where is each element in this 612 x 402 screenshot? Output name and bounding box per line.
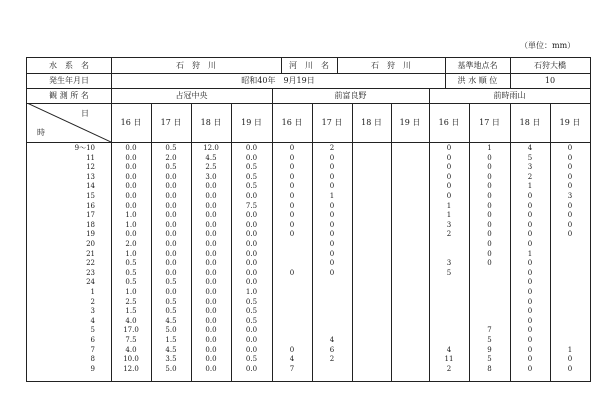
- header-row-date: [27, 73, 590, 89]
- hour-label: 7: [90, 345, 95, 354]
- data-cell: 3: [527, 163, 533, 172]
- day-header: 16 日: [438, 118, 460, 127]
- data-cell: 0: [329, 211, 335, 220]
- data-cell: 0: [567, 201, 573, 210]
- data-cell: 2.5: [205, 163, 217, 172]
- hour-label: 9～10: [74, 144, 95, 152]
- data-cell: 0: [329, 220, 335, 229]
- data-cell: 5.0: [165, 364, 177, 373]
- hour-label: 15: [86, 192, 95, 200]
- data-cell: 0.5: [125, 268, 137, 277]
- data-cell: 0: [527, 230, 533, 239]
- data-cell: 0: [329, 172, 335, 181]
- data-cell: 0.0: [245, 211, 258, 220]
- data-cell: 3.5: [165, 355, 177, 364]
- data-cell: 0: [487, 240, 492, 248]
- hour-label: 9: [90, 364, 95, 373]
- data-cell: 2: [446, 230, 452, 239]
- data-cell: 0.0: [205, 278, 217, 287]
- data-cell: 0.0: [205, 297, 217, 306]
- data-cell: 0: [289, 192, 295, 200]
- hour-label: 6: [90, 336, 95, 344]
- data-cell: 5: [446, 268, 452, 277]
- data-cell: 0: [487, 249, 492, 258]
- data-column: [272, 142, 312, 381]
- data-cell: 0: [487, 259, 492, 268]
- data-cell: 5: [487, 336, 492, 344]
- data-cell: 0: [527, 297, 533, 306]
- data-cell: 0: [527, 345, 533, 354]
- data-cell: 0: [527, 364, 533, 373]
- data-cell: 0: [329, 182, 335, 191]
- data-cell: 0.0: [205, 201, 217, 210]
- data-cell: 0: [289, 201, 295, 210]
- river-value: 石 狩 川: [371, 61, 411, 70]
- data-cell: 0.0: [205, 211, 217, 220]
- data-cell: 4.5: [205, 153, 217, 162]
- day-header: 18 日: [361, 118, 382, 127]
- data-cell: 0.0: [245, 336, 258, 344]
- data-cell: 0: [527, 355, 533, 364]
- data-cell: 0.0: [165, 211, 177, 220]
- data-cell: 0: [527, 211, 533, 220]
- hour-label: 23: [86, 268, 95, 277]
- data-cell: 0.0: [205, 240, 217, 248]
- data-cell: 0: [329, 259, 335, 268]
- data-cell: 0.0: [205, 249, 217, 258]
- data-cell: 0.0: [245, 220, 258, 229]
- data-body: [27, 142, 590, 381]
- day-header: 18 日: [200, 118, 222, 127]
- data-cell: 12.0: [203, 144, 219, 152]
- rainfall-table: [26, 57, 591, 382]
- data-cell: 1: [567, 345, 573, 354]
- data-cell: 1: [527, 249, 533, 258]
- data-cell: 0: [487, 163, 492, 172]
- corner-day-label: 日: [81, 109, 89, 118]
- hour-label: 19: [86, 230, 95, 239]
- data-cell: 0: [446, 144, 452, 152]
- data-cell: 0.5: [165, 297, 177, 306]
- data-cell: 0: [527, 316, 533, 325]
- data-cell: 5: [487, 355, 492, 364]
- data-cell: 0: [567, 182, 573, 191]
- hour-label: 8: [90, 355, 95, 364]
- data-cell: 9: [487, 345, 492, 354]
- data-cell: 0: [527, 259, 533, 268]
- label-river: 河 川 名: [289, 61, 329, 70]
- data-cell: 2.0: [125, 240, 137, 248]
- data-cell: 0.0: [165, 230, 177, 239]
- data-cell: 0.5: [125, 278, 137, 287]
- day-header: 17 日: [160, 118, 182, 127]
- data-cell: 0.0: [205, 230, 217, 239]
- data-cell: 0.5: [245, 182, 258, 191]
- data-cell: 0: [527, 268, 533, 277]
- hour-label: 18: [86, 220, 95, 229]
- data-cell: 0.0: [245, 364, 258, 373]
- data-column: [111, 142, 151, 381]
- data-cell: 0: [446, 153, 452, 162]
- river-system-value: 石 狩 川: [176, 61, 216, 70]
- data-cell: 0: [567, 355, 573, 364]
- data-cell: 1: [527, 182, 533, 191]
- data-cell: 0.0: [165, 192, 177, 200]
- data-cell: 0.5: [165, 278, 177, 287]
- data-cell: 7.5: [125, 336, 137, 344]
- day-header: 19 日: [399, 118, 421, 127]
- station-name: 前富良野: [334, 91, 367, 100]
- day-header: 19 日: [241, 118, 262, 127]
- data-cell: 0: [487, 220, 492, 229]
- header-row-stations: [27, 88, 590, 104]
- flood-level-value: 10: [544, 76, 556, 85]
- data-cell: 2.0: [165, 153, 177, 162]
- label-date: 発生年月日: [49, 76, 89, 85]
- data-cell: 0.0: [205, 268, 217, 277]
- data-column: [391, 142, 429, 381]
- data-cell: 0: [289, 182, 295, 191]
- data-cell: 3.0: [205, 172, 217, 181]
- data-cell: 0: [527, 201, 533, 210]
- data-cell: 0.5: [245, 297, 258, 306]
- data-cell: 0: [329, 240, 335, 248]
- data-cell: 0.0: [165, 240, 177, 248]
- data-cell: 0.0: [165, 259, 177, 268]
- data-cell: 0: [446, 182, 452, 191]
- data-cell: 0: [446, 163, 452, 172]
- data-cell: 0.0: [205, 182, 217, 191]
- data-cell: 0: [567, 172, 573, 181]
- hour-label: 3: [90, 307, 95, 316]
- data-cell: 0: [567, 153, 573, 162]
- data-column: [510, 142, 550, 381]
- hour-label: 1: [90, 288, 95, 296]
- data-cell: 0.5: [245, 172, 258, 181]
- data-cell: 0.0: [125, 192, 137, 200]
- data-cell: 0.0: [205, 326, 217, 335]
- data-cell: 0.5: [125, 259, 137, 268]
- data-cell: 0: [289, 211, 295, 220]
- data-cell: 0.0: [205, 220, 217, 229]
- data-cell: 0: [446, 192, 452, 200]
- data-cell: 8: [487, 364, 492, 373]
- data-cell: 0.0: [245, 144, 258, 152]
- hour-label: 14: [86, 182, 95, 191]
- header-row-days: [27, 103, 590, 143]
- data-cell: 0.0: [125, 201, 137, 210]
- data-cell: 2: [329, 355, 335, 364]
- data-column: [469, 142, 510, 381]
- data-cell: 0: [329, 268, 335, 277]
- base-point-value: 石狩大橋: [534, 61, 566, 70]
- data-cell: 0.0: [205, 345, 217, 354]
- data-column: [352, 142, 391, 381]
- hour-label: 11: [86, 153, 95, 162]
- data-cell: 0: [487, 211, 492, 220]
- data-cell: 4.5: [165, 316, 177, 325]
- day-header: 16 日: [120, 118, 142, 127]
- data-cell: 0.0: [205, 336, 217, 344]
- data-cell: 0: [289, 268, 295, 277]
- data-cell: 0: [289, 220, 295, 229]
- data-cell: 0: [527, 307, 533, 316]
- hour-label: 16: [86, 201, 95, 210]
- label-flood-level: 洪 水 順 位: [457, 76, 498, 85]
- data-column: [191, 142, 231, 381]
- data-cell: 1.5: [125, 307, 137, 316]
- data-column: [312, 142, 352, 381]
- data-cell: 7: [487, 326, 492, 335]
- data-cell: 1: [329, 192, 335, 200]
- data-cell: 0: [329, 153, 335, 162]
- data-cell: 0.0: [165, 220, 177, 229]
- data-cell: 0.0: [165, 201, 177, 210]
- data-cell: 0.0: [205, 316, 217, 325]
- data-cell: 0.0: [125, 144, 137, 152]
- data-cell: 4: [289, 355, 295, 364]
- data-cell: 1: [446, 211, 452, 220]
- data-cell: 0: [329, 201, 335, 210]
- data-cell: 0.5: [245, 163, 258, 172]
- data-cell: 2: [329, 144, 335, 152]
- data-cell: 0.5: [245, 355, 258, 364]
- data-cell: 2: [446, 364, 452, 373]
- data-cell: 1.0: [125, 211, 137, 220]
- data-column: [151, 142, 191, 381]
- data-cell: 0.0: [165, 249, 177, 258]
- data-cell: 0.0: [245, 153, 258, 162]
- data-cell: 0: [567, 211, 573, 220]
- hour-label: 4: [90, 316, 95, 325]
- data-cell: 0.0: [125, 172, 137, 181]
- data-cell: 12.0: [123, 364, 139, 373]
- hour-label: 2: [90, 297, 95, 306]
- data-cell: 0.0: [205, 364, 217, 373]
- data-cell: 0: [289, 144, 295, 152]
- data-cell: 0.0: [245, 278, 258, 287]
- data-cell: 0.0: [125, 153, 137, 162]
- day-header: 16 日: [281, 118, 303, 127]
- data-cell: 3: [446, 220, 452, 229]
- label-river-system: 水 系 名: [49, 61, 89, 70]
- hour-label: 12: [86, 163, 95, 172]
- data-cell: 0: [527, 192, 533, 200]
- data-cell: 1.5: [165, 336, 177, 344]
- data-cell: 4.5: [165, 345, 177, 354]
- hour-label: 5: [90, 326, 95, 335]
- data-cell: 4: [446, 345, 452, 354]
- station-name: 前時雨山: [493, 91, 526, 100]
- hour-label: 17: [86, 211, 95, 220]
- data-cell: 0: [329, 249, 335, 258]
- data-cell: 0: [289, 172, 295, 181]
- data-cell: 1.0: [125, 288, 137, 296]
- data-cell: 0: [487, 153, 492, 162]
- data-cell: 0: [567, 230, 573, 239]
- data-cell: 0: [446, 172, 452, 181]
- data-cell: 0.5: [165, 307, 177, 316]
- data-cell: 1.0: [245, 288, 258, 296]
- data-cell: 0.0: [205, 192, 217, 200]
- data-cell: 0: [289, 345, 295, 354]
- data-cell: 7: [289, 364, 295, 373]
- day-header: 18 日: [519, 118, 541, 127]
- data-cell: 1: [446, 201, 452, 210]
- data-cell: 0: [567, 163, 573, 172]
- data-cell: 0.0: [165, 182, 177, 191]
- data-cell: 0.0: [165, 172, 177, 181]
- hour-label: 21: [86, 249, 95, 258]
- data-cell: 0: [527, 326, 533, 335]
- data-cell: 0.0: [245, 192, 258, 200]
- data-cell: 3: [567, 192, 573, 200]
- data-cell: 0: [527, 288, 533, 296]
- data-cell: 0: [329, 163, 335, 172]
- data-cell: 0: [527, 220, 533, 229]
- day-header: 19 日: [559, 118, 581, 127]
- data-cell: 1.0: [125, 220, 137, 229]
- day-header: 17 日: [321, 118, 343, 127]
- data-cell: 5: [527, 153, 533, 162]
- station-name: 占冠中央: [175, 91, 208, 100]
- data-cell: 0: [487, 172, 492, 181]
- data-column: [231, 142, 272, 381]
- unit-label: （単位：mm）: [520, 41, 576, 50]
- data-cell: 2: [527, 172, 533, 181]
- data-cell: 0.0: [125, 163, 137, 172]
- data-column: [550, 142, 590, 381]
- data-cell: 0.0: [205, 355, 217, 364]
- data-cell: 0.0: [245, 326, 258, 335]
- data-cell: 3: [446, 259, 452, 268]
- data-cell: 0.0: [245, 230, 258, 239]
- date-value: 昭和40年 9月19日: [241, 76, 315, 85]
- data-cell: 0: [487, 230, 492, 239]
- data-cell: 0: [289, 153, 295, 162]
- data-cell: 0: [527, 278, 533, 287]
- data-cell: 0.0: [245, 240, 258, 248]
- data-cell: 17.0: [123, 326, 139, 335]
- data-cell: 10.0: [123, 355, 139, 364]
- data-column: [429, 142, 469, 381]
- data-cell: 4.0: [125, 316, 137, 325]
- data-cell: 4: [329, 336, 335, 344]
- data-cell: 5.0: [165, 326, 177, 335]
- header-row-river: [27, 58, 590, 74]
- hour-label: 24: [86, 278, 95, 287]
- hour-label: 13: [86, 172, 95, 181]
- data-cell: 4: [527, 144, 533, 152]
- data-cell: 0.0: [245, 268, 258, 277]
- data-cell: 2.5: [125, 297, 137, 306]
- label-base-point: 基準地点名: [457, 61, 498, 70]
- data-cell: 4.0: [125, 345, 137, 354]
- data-cell: 0.5: [245, 307, 258, 316]
- day-header: 17 日: [479, 118, 500, 127]
- data-cell: 0.0: [205, 288, 217, 296]
- data-cell: 0.0: [245, 345, 258, 354]
- data-cell: 0: [329, 230, 335, 239]
- hour-column: [27, 142, 97, 381]
- data-cell: 0: [567, 220, 573, 229]
- data-cell: 0.5: [245, 316, 258, 325]
- data-cell: 6: [329, 345, 335, 354]
- data-cell: 0: [567, 364, 573, 373]
- data-cell: 0.0: [125, 182, 137, 191]
- data-cell: 0.0: [165, 288, 177, 296]
- data-cell: 0: [487, 192, 492, 200]
- data-cell: 0: [527, 240, 533, 248]
- corner-hour-label: 時: [37, 128, 45, 137]
- data-cell: 7.5: [245, 201, 258, 210]
- data-cell: 0: [487, 201, 492, 210]
- data-cell: 0.0: [205, 307, 217, 316]
- data-cell: 0.0: [245, 259, 258, 268]
- data-cell: 0: [527, 336, 533, 344]
- data-cell: 0.5: [165, 144, 177, 152]
- data-cell: 1.0: [125, 249, 137, 258]
- data-cell: 0: [487, 182, 492, 191]
- label-station: 観 測 所 名: [49, 91, 89, 100]
- hour-label: 22: [86, 259, 95, 268]
- data-cell: 0.0: [245, 249, 258, 258]
- data-cell: 0: [289, 230, 295, 239]
- data-cell: 0: [289, 163, 295, 172]
- data-cell: 11: [444, 355, 454, 364]
- data-cell: 0.0: [205, 259, 217, 268]
- data-cell: 0.0: [125, 230, 137, 239]
- data-cell: 1: [487, 144, 492, 152]
- data-cell: 0.5: [165, 163, 177, 172]
- data-cell: 0.0: [165, 268, 177, 277]
- data-cell: 0: [567, 144, 573, 152]
- hour-label: 20: [86, 240, 95, 248]
